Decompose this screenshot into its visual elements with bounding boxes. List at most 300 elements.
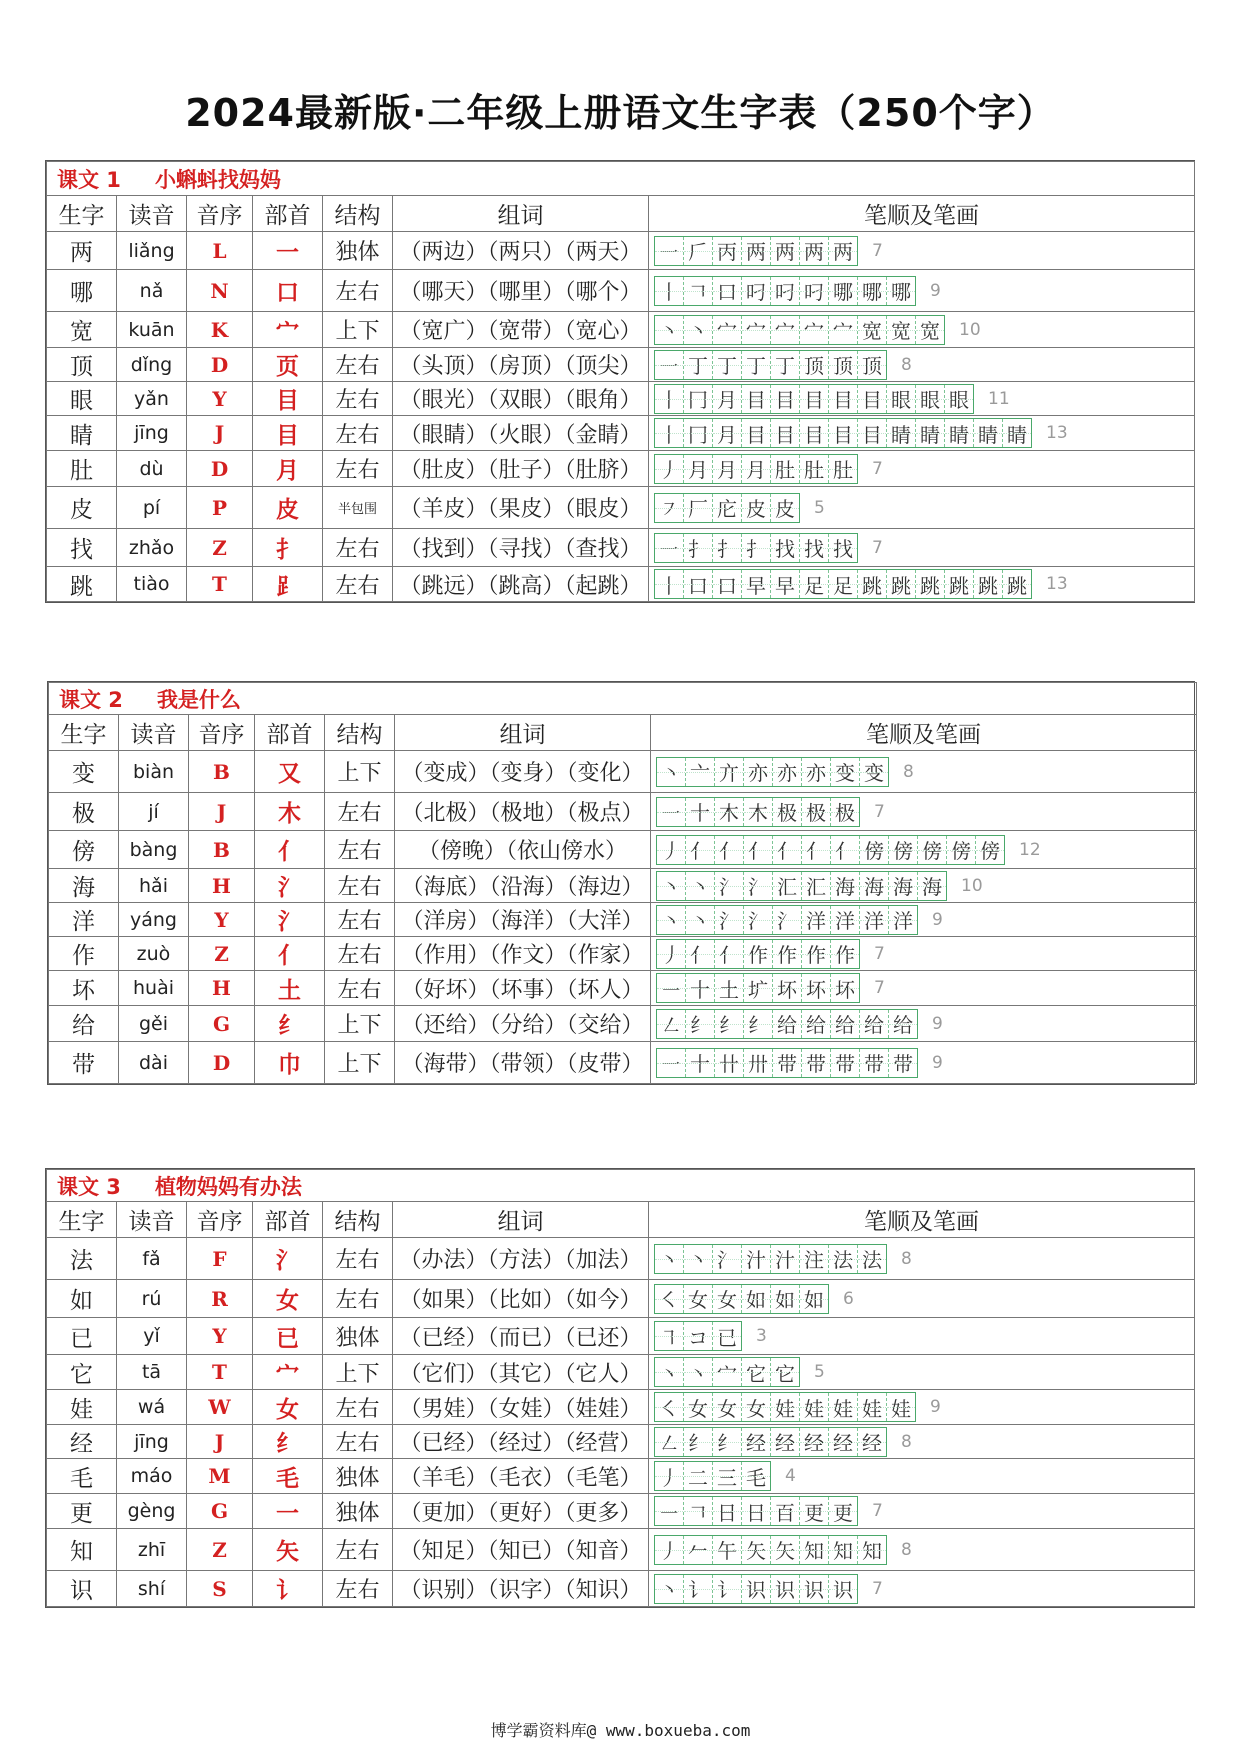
- stroke-count: 12: [1019, 839, 1041, 860]
- stroke-glyph: 目: [775, 422, 795, 447]
- stroke-step: [686, 974, 715, 1002]
- stroke-step: [831, 974, 859, 1002]
- pinyin-cell: jīng: [117, 1425, 187, 1459]
- stroke-step: [829, 316, 858, 344]
- stroke-step: [945, 385, 973, 413]
- stroke-glyph: 坏: [806, 977, 826, 1002]
- radical-cell: 又: [255, 751, 325, 793]
- stroke-glyph: 月: [717, 422, 737, 447]
- stroke-glyph: 亦: [777, 761, 797, 785]
- stroke-step: [684, 237, 713, 265]
- stroke-glyph: 目: [804, 422, 824, 447]
- char-cell: 给: [49, 1006, 119, 1042]
- table-row: [49, 1006, 1197, 1042]
- stroke-step: [800, 1285, 828, 1313]
- lesson-name: 我是什么: [156, 687, 241, 712]
- stroke-glyph: ㇐: [661, 977, 681, 1002]
- stroke-step: [713, 351, 742, 379]
- stroke-grid: [654, 493, 800, 523]
- stroke-step: [655, 419, 684, 447]
- column-header-letter: 音序: [187, 196, 253, 232]
- letter-cell: Z: [187, 1529, 253, 1571]
- structure-cell: 左右: [323, 270, 393, 312]
- stroke-glyph: 睛: [1007, 422, 1027, 447]
- stroke-step: [713, 1536, 742, 1564]
- table-row: [47, 487, 1195, 529]
- stroke-glyph: 亻: [806, 839, 826, 863]
- stroke-grid: [656, 905, 918, 935]
- letter-cell: W: [187, 1390, 253, 1425]
- stroke-step: [802, 798, 831, 826]
- table-row: [47, 529, 1195, 567]
- stroke-step: [858, 570, 887, 598]
- structure-cell: 左右: [325, 869, 395, 903]
- stroke-glyph: 傍: [864, 839, 884, 863]
- stroke-step: [742, 534, 771, 562]
- pinyin-cell: huài: [119, 971, 189, 1006]
- stroke-step: [829, 1575, 857, 1603]
- stroke-glyph: 丶: [690, 909, 710, 933]
- stroke-glyph: 丶: [659, 319, 679, 343]
- stroke-grid: [654, 1461, 771, 1491]
- char-cell: 变: [49, 751, 119, 793]
- stroke-glyph: 跳: [862, 573, 882, 598]
- stroke-glyph: 目: [862, 388, 882, 412]
- stroke-glyph: 娃: [891, 1396, 911, 1421]
- stroke-glyph: 知: [862, 1539, 882, 1563]
- table-row: [47, 1318, 1195, 1355]
- stroke-step: [713, 1462, 742, 1490]
- structure-cell: 左右: [323, 1390, 393, 1425]
- stroke-glyph: 给: [893, 1013, 913, 1037]
- stroke-grid: [656, 1009, 918, 1039]
- table-row: [47, 1280, 1195, 1318]
- structure-cell: 左右: [323, 529, 393, 567]
- stroke-step: [686, 872, 715, 900]
- stroke-glyph: 极: [806, 801, 826, 825]
- stroke-step: [831, 1049, 860, 1077]
- stroke-order-cell: [649, 1494, 1195, 1529]
- stroke-step: [713, 1428, 742, 1456]
- structure-cell: 左右: [323, 1425, 393, 1459]
- stroke-count: 5: [814, 497, 825, 518]
- stroke-order-cell: [651, 869, 1197, 903]
- stroke-step: [715, 906, 744, 934]
- stroke-step: [773, 836, 802, 864]
- column-header-structure: 结构: [323, 196, 393, 232]
- stroke-order-cell: [651, 903, 1197, 937]
- stroke-step: [858, 1536, 886, 1564]
- stroke-order: [654, 1461, 796, 1491]
- stroke-step: [713, 419, 742, 447]
- table-row: [47, 1529, 1195, 1571]
- structure-cell: 上下: [325, 1042, 395, 1084]
- words-cell: （跳远）（跳高）（起跳）: [393, 567, 649, 602]
- stroke-order-cell: [649, 1318, 1195, 1355]
- letter-cell: D: [187, 348, 253, 382]
- stroke-count: 7: [872, 537, 883, 558]
- stroke-step: [800, 1428, 829, 1456]
- stroke-step: [771, 351, 800, 379]
- stroke-glyph: 傍: [893, 839, 913, 863]
- stroke-glyph: 扌: [688, 537, 708, 561]
- stroke-step: [916, 316, 944, 344]
- character-table: [46, 1169, 1195, 1607]
- stroke-glyph: 作: [748, 943, 768, 967]
- stroke-count: 9: [930, 1397, 941, 1417]
- stroke-step: [684, 570, 713, 598]
- stroke-glyph: ㇐: [659, 240, 679, 264]
- stroke-glyph: 经: [775, 1431, 795, 1455]
- stroke-step: [713, 277, 742, 305]
- stroke-glyph: 经: [862, 1431, 882, 1455]
- stroke-glyph: 月: [746, 458, 766, 482]
- stroke-glyph: 海: [864, 875, 884, 899]
- stroke-glyph: 丨: [659, 280, 679, 304]
- words-cell: （哪天）（哪里）（哪个）: [393, 270, 649, 312]
- char-cell: 更: [47, 1494, 117, 1529]
- structure-cell: 上下: [325, 1006, 395, 1042]
- structure-cell: 左右: [323, 382, 393, 416]
- stroke-step: [860, 1049, 889, 1077]
- stroke-glyph: 月: [688, 458, 708, 482]
- table-row: [49, 793, 1197, 831]
- table-row: [49, 903, 1197, 937]
- radical-cell: ⻊: [253, 567, 323, 602]
- stroke-glyph: 宽: [891, 319, 911, 343]
- stroke-glyph: 氵: [717, 1248, 737, 1272]
- stroke-step: [831, 906, 860, 934]
- stroke-step: [686, 798, 715, 826]
- stroke-step: [686, 906, 715, 934]
- letter-cell: P: [187, 487, 253, 529]
- stroke-step: [1003, 419, 1031, 447]
- stroke-glyph: 丁: [717, 354, 737, 378]
- stroke-glyph: 亻: [777, 839, 797, 863]
- lesson-title-row: [49, 683, 1197, 715]
- stroke-step: [684, 1462, 713, 1490]
- words-cell: （如果）（比如）（如今）: [393, 1280, 649, 1318]
- stroke-glyph: 找: [775, 537, 795, 561]
- stroke-step: [771, 570, 800, 598]
- stroke-glyph: 娃: [775, 1396, 795, 1421]
- stroke-glyph: 土: [719, 977, 739, 1002]
- stroke-glyph: 如: [775, 1288, 795, 1312]
- stroke-step: [742, 1245, 771, 1273]
- stroke-step: [684, 1428, 713, 1456]
- stroke-glyph: ㇛: [659, 1396, 679, 1421]
- stroke-glyph: 丁: [775, 354, 795, 378]
- stroke-step: [771, 385, 800, 413]
- stroke-grid: [656, 973, 860, 1003]
- stroke-step: [800, 277, 829, 305]
- structure-cell: 上下: [323, 312, 393, 348]
- stroke-glyph: 丿: [659, 1539, 679, 1563]
- stroke-glyph: 傍: [922, 839, 942, 863]
- stroke-order: [654, 569, 1068, 599]
- stroke-count: 9: [930, 280, 941, 301]
- stroke-step: [887, 385, 916, 413]
- structure-cell: 独体: [323, 1318, 393, 1355]
- stroke-glyph: 女: [717, 1288, 737, 1312]
- stroke-count: 10: [961, 875, 983, 896]
- char-cell: 法: [47, 1238, 117, 1280]
- stroke-step: [771, 1245, 800, 1273]
- stroke-order-cell: [651, 1042, 1197, 1084]
- table-row: [47, 1571, 1195, 1607]
- pinyin-cell: yǎn: [117, 382, 187, 416]
- stroke-count: 9: [932, 909, 943, 930]
- stroke-step: [829, 1536, 858, 1564]
- stroke-step: [657, 758, 686, 786]
- stroke-glyph: 纟: [719, 1013, 739, 1037]
- stroke-step: [715, 974, 744, 1002]
- stroke-order-cell: [651, 1006, 1197, 1042]
- stroke-glyph: 二: [688, 1465, 708, 1490]
- stroke-step: [655, 1393, 684, 1421]
- char-cell: 坏: [49, 971, 119, 1006]
- stroke-glyph: 𠂆: [688, 240, 708, 264]
- stroke-step: [686, 758, 715, 786]
- stroke-step: [686, 1049, 715, 1077]
- stroke-order: [656, 835, 1041, 865]
- table-row: [49, 971, 1197, 1006]
- stroke-order-cell: [649, 382, 1195, 416]
- stroke-glyph: 洋: [864, 909, 884, 933]
- words-cell: （海底）（沿海）（海边）: [395, 869, 651, 903]
- stroke-count: 7: [872, 240, 883, 261]
- stroke-glyph: 肚: [775, 458, 795, 482]
- stroke-step: [887, 570, 916, 598]
- letter-cell: J: [187, 416, 253, 451]
- stroke-step: [657, 1049, 686, 1077]
- stroke-step: [858, 419, 887, 447]
- stroke-glyph: 海: [835, 875, 855, 899]
- stroke-glyph: 带: [893, 1052, 913, 1076]
- stroke-glyph: 娃: [862, 1396, 882, 1421]
- char-cell: 极: [49, 793, 119, 831]
- stroke-step: [655, 351, 684, 379]
- stroke-step: [829, 277, 858, 305]
- stroke-order-cell: [649, 270, 1195, 312]
- stroke-glyph: 经: [804, 1431, 824, 1455]
- stroke-count: 7: [872, 1501, 883, 1521]
- pinyin-cell: dǐng: [117, 348, 187, 382]
- char-cell: 找: [47, 529, 117, 567]
- stroke-step: [713, 570, 742, 598]
- stroke-glyph: 口: [688, 573, 708, 598]
- structure-cell: 上下: [323, 1355, 393, 1390]
- pinyin-cell: hǎi: [119, 869, 189, 903]
- pinyin-cell: liǎng: [117, 232, 187, 270]
- structure-cell: 左右: [323, 1529, 393, 1571]
- structure-cell: 左右: [325, 971, 395, 1006]
- stroke-glyph: 早: [746, 573, 766, 598]
- stroke-step: [715, 758, 744, 786]
- lesson-title-row: [47, 1170, 1195, 1202]
- stroke-step: [686, 1010, 715, 1038]
- stroke-step: [684, 1575, 713, 1603]
- stroke-step: [655, 570, 684, 598]
- stroke-glyph: 变: [835, 761, 855, 785]
- char-cell: 眼: [47, 382, 117, 416]
- stroke-glyph: 作: [835, 943, 855, 967]
- stroke-grid: [654, 418, 1032, 448]
- stroke-glyph: 宀: [804, 319, 824, 343]
- stroke-step: [655, 455, 684, 483]
- stroke-glyph: 目: [775, 388, 795, 412]
- pinyin-cell: pí: [117, 487, 187, 529]
- stroke-order-cell: [649, 348, 1195, 382]
- stroke-glyph: 丶: [661, 875, 681, 899]
- stroke-step: [829, 534, 857, 562]
- char-cell: 皮: [47, 487, 117, 529]
- stroke-order-cell: [649, 416, 1195, 451]
- stroke-step: [684, 534, 713, 562]
- stroke-order: [654, 1496, 883, 1526]
- radical-cell: 矢: [253, 1529, 323, 1571]
- column-header-pinyin: 读音: [117, 196, 187, 232]
- stroke-count: 8: [903, 761, 914, 782]
- stroke-order: [654, 1574, 883, 1604]
- stroke-glyph: 纟: [688, 1431, 708, 1455]
- char-cell: 海: [49, 869, 119, 903]
- stroke-count: 9: [932, 1052, 943, 1073]
- stroke-glyph: ㇐: [659, 354, 679, 378]
- radical-cell: 女: [253, 1390, 323, 1425]
- stroke-glyph: 讠: [717, 1578, 737, 1602]
- structure-cell: 左右: [325, 937, 395, 971]
- stroke-step: [916, 385, 945, 413]
- stroke-glyph: 目: [833, 388, 853, 412]
- stroke-glyph: 它: [746, 1361, 766, 1386]
- stroke-grid: [656, 757, 889, 787]
- stroke-step: [945, 570, 974, 598]
- stroke-glyph: 丿: [659, 1465, 679, 1490]
- stroke-step: [771, 455, 800, 483]
- stroke-step: [773, 940, 802, 968]
- stroke-step: [858, 1245, 886, 1273]
- stroke-glyph: 宀: [746, 319, 766, 343]
- stroke-step: [771, 1575, 800, 1603]
- stroke-glyph: 如: [746, 1288, 766, 1312]
- stroke-glyph: 眼: [920, 388, 940, 412]
- stroke-glyph: 哪: [891, 280, 911, 304]
- table-row: [47, 1390, 1195, 1425]
- stroke-step: [829, 419, 858, 447]
- stroke-glyph: 识: [746, 1578, 766, 1602]
- table-row: [49, 831, 1197, 869]
- words-cell: （变成）（变身）（变化）: [395, 751, 651, 793]
- stroke-glyph: 女: [688, 1396, 708, 1421]
- words-cell: （宽广）（宽带）（宽心）: [393, 312, 649, 348]
- stroke-glyph: 娃: [833, 1396, 853, 1421]
- stroke-step: [713, 1497, 742, 1525]
- stroke-step: [657, 940, 686, 968]
- stroke-glyph: 早: [775, 573, 795, 598]
- stroke-glyph: コ: [688, 1325, 708, 1350]
- structure-cell: 左右: [325, 903, 395, 937]
- words-cell: （知足）（知已）（知音）: [393, 1529, 649, 1571]
- stroke-count: 8: [901, 1248, 912, 1269]
- stroke-step: [947, 836, 976, 864]
- stroke-step: [773, 758, 802, 786]
- stroke-glyph: 卄: [719, 1052, 739, 1076]
- table-row: [47, 1459, 1195, 1494]
- lesson-title: [49, 683, 1197, 715]
- column-header-letter: 音序: [187, 1202, 253, 1238]
- stroke-glyph: 毛: [746, 1465, 766, 1490]
- stroke-step: [802, 758, 831, 786]
- letter-cell: T: [187, 1355, 253, 1390]
- stroke-order: [654, 1427, 912, 1457]
- letter-cell: Z: [189, 937, 255, 971]
- stroke-glyph: 两: [833, 240, 853, 264]
- stroke-glyph: 傍: [980, 839, 1000, 863]
- radical-cell: 氵: [253, 1238, 323, 1280]
- stroke-grid: [656, 939, 860, 969]
- stroke-step: [802, 1049, 831, 1077]
- stroke-grid: [656, 835, 1005, 865]
- table-row: [47, 382, 1195, 416]
- stroke-step: [858, 385, 887, 413]
- stroke-glyph: 亻: [690, 839, 710, 863]
- stroke-step: [771, 419, 800, 447]
- stroke-count: 7: [874, 801, 885, 822]
- letter-cell: Y: [189, 903, 255, 937]
- header-row: [47, 1202, 1195, 1238]
- stroke-order: [654, 533, 883, 563]
- stroke-step: [715, 940, 744, 968]
- stroke-glyph: 识: [775, 1578, 795, 1602]
- structure-cell: 左右: [325, 793, 395, 831]
- char-cell: 傍: [49, 831, 119, 869]
- pinyin-cell: yǐ: [117, 1318, 187, 1355]
- words-cell: （傍晚）（依山傍水）: [395, 831, 651, 869]
- words-cell: （更加）（更好）（更多）: [393, 1494, 649, 1529]
- stroke-count: 13: [1046, 574, 1068, 594]
- stroke-glyph: 顶: [862, 354, 882, 378]
- words-cell: （它们）（其它）（它人）: [393, 1355, 649, 1390]
- stroke-glyph: 冂: [688, 388, 708, 412]
- stroke-step: [742, 277, 771, 305]
- table-row: [47, 312, 1195, 348]
- stroke-step: [860, 836, 889, 864]
- stroke-glyph: 经: [833, 1431, 853, 1455]
- stroke-glyph: 肚: [833, 458, 853, 482]
- stroke-step: [771, 1428, 800, 1456]
- stroke-count: 8: [901, 354, 912, 375]
- stroke-count: 8: [901, 1431, 912, 1452]
- letter-cell: L: [187, 232, 253, 270]
- stroke-order-cell: [649, 529, 1195, 567]
- pinyin-cell: kuān: [117, 312, 187, 348]
- letter-cell: F: [187, 1238, 253, 1280]
- stroke-step: [773, 974, 802, 1002]
- stroke-glyph: 十: [690, 977, 710, 1002]
- stroke-step: [713, 1575, 742, 1603]
- stroke-count: 9: [932, 1013, 943, 1034]
- stroke-order-cell: [649, 1425, 1195, 1459]
- stroke-glyph: 宽: [920, 319, 940, 343]
- stroke-glyph: ㇜: [659, 1431, 679, 1455]
- stroke-step: [742, 494, 771, 522]
- radical-cell: 氵: [255, 903, 325, 937]
- radical-cell: 已: [253, 1318, 323, 1355]
- letter-cell: H: [189, 971, 255, 1006]
- stroke-step: [655, 1285, 684, 1313]
- pinyin-cell: zhī: [117, 1529, 187, 1571]
